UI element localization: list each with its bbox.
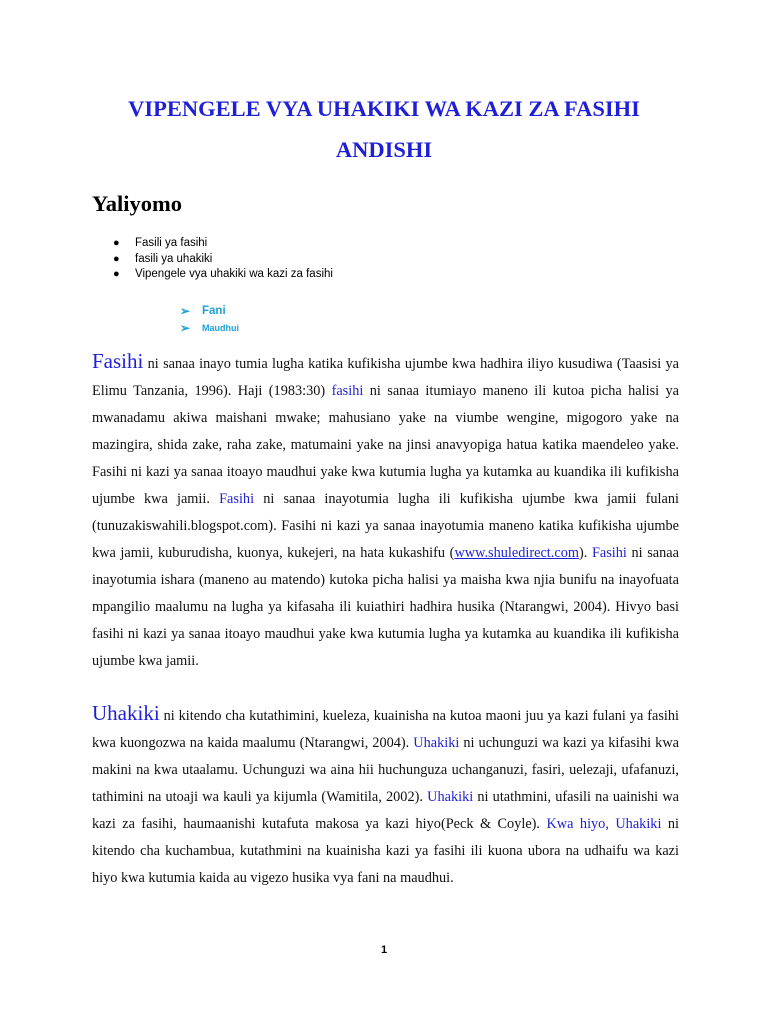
text-run: ni utathmini, ufasili na uainishi wa kazi za fasihi, haumaanishi kutafuta makosa ya kazi hiyo(Peck & Coyle). [92,789,679,832]
toc-item-label: Vipengele vya uhakiki wa kazi za fasihi [135,268,333,280]
highlight-word: Uhakiki [413,735,460,751]
toc-subitem-label: Maudhui [202,323,239,333]
highlight-word: Fasihi [591,545,627,561]
highlight-word: fasihi [331,383,364,399]
title-line-1: VIPENGELE VYA UHAKIKI WA KAZI ZA FASIHI [128,96,640,121]
lead-word: Uhakiki [92,701,160,725]
toc-item-label: fasili ya uhakiki [135,252,213,265]
text-run: ni sanaa inayo tumia lugha katika kufikisha ujumbe kwa hadhira iliyo kusudiwa (Taasisi ya Elimu Tanzania, 1996). Haji (1983:30) [92,356,679,399]
paragraph-fasihi [92,348,679,675]
bullet-icon: ● [113,268,120,280]
highlight-word: Uhakiki [427,789,474,805]
toc-item [113,267,333,283]
bullet-icon: ● [113,252,120,265]
toc-item-label: Fasili ya fasihi [135,237,208,249]
toc-item [113,236,333,252]
highlight-word: Kwa hiyo, Uhakiki [546,816,662,832]
toc-item [113,252,333,268]
arrow-bullet-icon: ➢ [180,321,191,335]
toc-subitem-fani [180,303,239,320]
page-number: 1 [380,944,388,956]
arrow-bullet-icon: ➢ [180,304,191,318]
text-run: ). [578,545,592,561]
toc-sublist [180,303,239,337]
paragraph-uhakiki [92,700,679,892]
title-line-2: ANDISHI [335,137,433,162]
toc-list [113,236,333,283]
toc-subitem-maudhui [180,320,239,337]
bullet-icon: ● [113,237,120,249]
text-run: ni sanaa inayotumia ishara (maneno au matendo) kutoka picha halisi ya maisha kwa njia bunifu na inayofuata mpangilio maalumu na lugha ya kifasaha ili kuiathiri hadhira husika (Ntarangwi, 2004). Hivyo basi fasihi ni kazi ya sanaa itoayo maudhui yake kwa kutumia lugha ya kutamka au kuandika ili kufikisha ujumbe kwa jamii. [92,545,679,669]
toc-subitem-label: Fani [202,305,226,317]
text-run: ni uchunguzi wa kazi ya kifasihi kwa makini na kwa utaalamu. Uchunguzi wa aina hii huchunguza uchanganuzi, fasiri, uelezaji, ufafanuzi, tathimini na utoaji wa kauli ya kijumla (Wamitila, 2002). [92,735,679,805]
text-run: ni sanaa itumiayo maneno ili kutoa picha halisi ya mwanadamu akiwa maishani mwake; mahusiano yake na viumbe wengine, migogoro yake na mazingira, shida zake, raha zake, matumaini yake na jinsi anavyopiga hatua katika maendeleo yake. Fasihi ni kazi ya sanaa itoayo maudhui yake kwa kutumia lugha ya kutamka au kuandika ili kufikisha ujumbe kwa jamii. [92,383,679,507]
toc-heading: Yaliyomo [92,191,182,216]
highlight-word: Fasihi [219,491,255,507]
text-run: ni sanaa inayotumia lugha ili kufikisha ujumbe kwa jamii fulani (tunuzakiswahili.blogspot.com). Fasihi ni kazi ya sanaa inayotumia maneno katika kufikisha ujumbe kwa jamii, kuburudisha, kuonya, kukejeri, na hata kukashifu ( [92,491,679,561]
text-run: ni kitendo cha kutathimini, kueleza, kuainisha na kutoa maoni juu ya kazi fulani ya fasihi kwa kuongozwa na kaida maalumu (Ntarangwi, 2004). [92,708,679,751]
document-title [60,88,708,170]
text-run: ni kitendo cha kuchambua, kutathmini na kuainisha kazi ya fasihi ili kuona ubora na udhaifu wa kazi hiyo kwa kutumia kaida au vigezo husika vya fani na maudhui. [92,816,679,886]
lead-word: Fasihi [92,349,144,373]
shuledirect-link[interactable]: www.shuledirect.com [454,545,579,561]
